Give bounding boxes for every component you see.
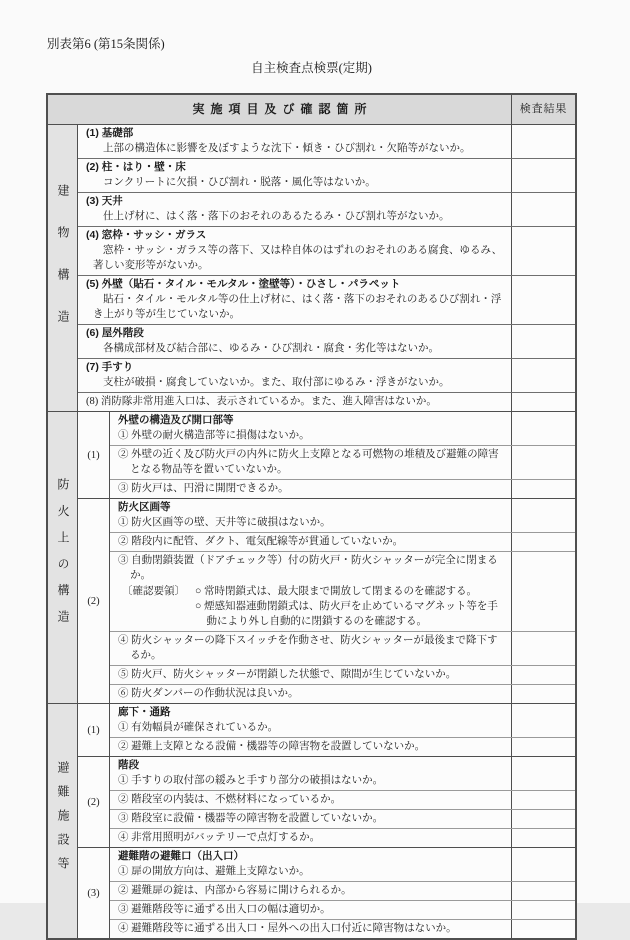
- item-title: (6) 屋外階段: [86, 327, 144, 339]
- confirmation-procedure: [118, 584, 505, 629]
- section-body: [78, 704, 575, 938]
- check-group: [78, 704, 575, 756]
- result-cell: [511, 829, 575, 847]
- check-item-row: [78, 192, 575, 226]
- item-title: (2) 柱・はり・壁・床: [86, 161, 186, 173]
- check-sub-item: ② 階段室の内装は、不燃材料になっているか。: [118, 794, 342, 805]
- result-cell: [511, 446, 575, 479]
- result-cell: [511, 882, 575, 900]
- group-number: (2): [78, 757, 110, 847]
- check-item-row: [110, 704, 575, 737]
- group-number: (1): [78, 704, 110, 756]
- check-item-row: [110, 665, 575, 684]
- item-title: (3) 天井: [86, 195, 123, 207]
- check-sub-item: ② 外壁の近く及び防火戸の内外に防火上支障となる可燃物の堆積及び避難の障害となる物品等を置いていないか。: [118, 449, 499, 475]
- item-description: 窓枠・サッシ・ガラス等の落下、又は枠自体のはずれのおそれのある腐食、ゆるみ、著しい変形等がないか。: [93, 245, 503, 271]
- check-item-row: [110, 445, 575, 479]
- check-item-row: [110, 757, 575, 790]
- result-cell: [511, 533, 575, 551]
- result-cell: [511, 810, 575, 828]
- section-body: [78, 125, 575, 411]
- result-cell: [511, 704, 575, 737]
- item-description: (8) 消防隊非常用進入口は、表示されているか。また、進入障害はないか。: [86, 396, 437, 407]
- check-sub-item: ⑥ 防火ダンパーの作動状況は良いか。: [118, 688, 299, 699]
- confirmation-note: ○ 煙感知器連動閉鎖式は、防火戸を止めているマグネット等を手動により外し自動的に閉鎖するのを確認する。: [195, 601, 498, 627]
- column-header-result: 検査結果: [511, 95, 575, 124]
- check-item-row: [110, 848, 575, 881]
- confirmation-procedure-label: 〔確認要領〕: [122, 586, 185, 597]
- result-cell: [511, 276, 575, 324]
- check-item-row: [110, 684, 575, 703]
- check-group: [78, 847, 575, 938]
- check-item-row: [78, 226, 575, 275]
- check-sub-item: ② 避難上支障となる設備・機器等の障害物を設置していないか。: [118, 741, 426, 752]
- item-description: 支柱が破損・腐食していないか。また、取付部にゆるみ・浮きがないか。: [103, 377, 450, 388]
- group-number: (2): [78, 499, 110, 703]
- section-label-evacuation-facilities: 避難施設等: [48, 704, 78, 938]
- check-item-row: [78, 392, 575, 411]
- check-item-row: [78, 158, 575, 192]
- item-title: (7) 手すり: [86, 361, 134, 373]
- check-item-row: [110, 631, 575, 665]
- check-item-row: [110, 919, 575, 938]
- group-heading: 外壁の構造及び開口部等: [118, 414, 234, 426]
- check-item-row: [110, 532, 575, 551]
- result-cell: [511, 499, 575, 532]
- result-cell: [511, 738, 575, 756]
- section-building-structure: [48, 125, 575, 411]
- result-cell: [511, 393, 575, 411]
- check-sub-item: ② 避難扉の錠は、内部から容易に開けられるか。: [118, 885, 352, 896]
- section-label-building-structure: 建物構造: [48, 125, 78, 411]
- check-item-row: [110, 412, 575, 445]
- item-description: 上部の構造体に影響を及ぼすような沈下・傾き・ひび割れ・欠陥等がないか。: [103, 143, 471, 154]
- check-sub-item: ① 外壁の耐火構造部等に損傷はないか。: [118, 430, 310, 441]
- result-cell: [511, 159, 575, 192]
- section-body: [78, 412, 575, 703]
- result-cell: [511, 193, 575, 226]
- section-evacuation-facilities: [48, 703, 575, 938]
- check-item-row: [110, 790, 575, 809]
- check-item-row: [110, 551, 575, 631]
- check-group: [78, 756, 575, 847]
- result-cell: [511, 552, 575, 631]
- item-title: (5) 外壁（貼石・タイル・モルタル・塗壁等）・ひさし・パラペット: [86, 278, 401, 290]
- result-cell: [511, 632, 575, 665]
- check-sub-item: ④ 避難階段等に通ずる出入口・屋外への出入口付近に障害物はないか。: [118, 923, 457, 934]
- check-sub-item: ⑤ 防火戸、防火シャッターが閉鎖した状態で、隙間が生じていないか。: [118, 669, 457, 680]
- result-cell: [511, 685, 575, 703]
- result-cell: [511, 480, 575, 498]
- check-item-row: [110, 737, 575, 756]
- group-heading: 防火区画等: [118, 501, 171, 513]
- check-sub-item: ① 防火区画等の壁、天井等に破損はないか。: [118, 517, 331, 528]
- group-heading: 避難階の避難口（出入口）: [118, 850, 244, 862]
- check-sub-item: ③ 階段室に設備・機器等の障害物を設置していないか。: [118, 813, 384, 824]
- check-sub-item: ③ 自動閉鎖装置（ドアチェック等）付の防火戸・防火シャッターが完全に閉まるか。: [118, 555, 498, 581]
- result-cell: [511, 412, 575, 445]
- check-item-row: [110, 809, 575, 828]
- result-cell: [511, 359, 575, 392]
- section-label-fire-prevention: 防火上の構造: [48, 412, 78, 703]
- result-cell: [511, 901, 575, 919]
- check-item-row: [78, 275, 575, 324]
- group-number: (3): [78, 848, 110, 938]
- check-item-row: [78, 324, 575, 358]
- item-description: 仕上げ材に、はく落・落下のおそれのあるたるみ・ひび割れ等がないか。: [103, 211, 450, 222]
- result-cell: [511, 757, 575, 790]
- check-sub-item: ① 有効幅員が確保されているか。: [118, 722, 279, 733]
- result-cell: [511, 920, 575, 938]
- check-sub-item: ③ 防火戸は、円滑に開閉できるか。: [118, 483, 289, 494]
- check-sub-item: ① 扉の開放方向は、避難上支障ないか。: [118, 866, 310, 877]
- appendix-reference: 別表第6 (第15条関係): [47, 37, 165, 51]
- result-cell: [511, 325, 575, 358]
- section-fire-prevention-structure: [48, 411, 575, 703]
- check-item-row: [110, 881, 575, 900]
- check-item-row: [78, 358, 575, 392]
- check-item-row: [110, 900, 575, 919]
- check-item-row: [110, 499, 575, 532]
- item-description: コンクリートに欠損・ひび割れ・脱落・風化等はないか。: [103, 177, 376, 188]
- check-group: [78, 412, 575, 498]
- item-description: 各構成部材及び結合部に、ゆるみ・ひび割れ・腐食・劣化等はないか。: [103, 343, 439, 354]
- group-heading: 廊下・通路: [118, 706, 171, 718]
- result-cell: [511, 227, 575, 275]
- check-group: [78, 498, 575, 703]
- column-header-items: 実施項目及び確認箇所: [192, 102, 373, 116]
- result-cell: [511, 666, 575, 684]
- check-sub-item: ② 階段内に配管、ダクト、電気配線等が貫通していないか。: [118, 536, 404, 547]
- check-item-row: [110, 479, 575, 498]
- result-cell: [511, 125, 575, 158]
- check-sub-item: ① 手すりの取付部の緩みと手すり部分の破損はないか。: [118, 775, 384, 786]
- inspection-checklist-table: [46, 93, 577, 940]
- item-title: (1) 基礎部: [86, 127, 134, 139]
- confirmation-note: ○ 常時閉鎖式は、最大限まで開放して閉まるのを確認する。: [195, 586, 477, 597]
- table-header-row: [48, 95, 575, 125]
- document-title: 自主検査点検票(定期): [251, 61, 372, 75]
- group-heading: 階段: [118, 759, 139, 771]
- item-title: (4) 窓枠・サッシ・ガラス: [86, 229, 207, 241]
- check-sub-item: ④ 防火シャッターの降下スイッチを作動させ、防火シャッターが最後まで降下するか。: [118, 635, 498, 661]
- check-sub-item: ③ 避難階段等に通ずる出入口の幅は適切か。: [118, 904, 331, 915]
- check-sub-item: ④ 非常用照明がバッテリーで点灯するか。: [118, 832, 321, 843]
- item-description: 貼石・タイル・モルタル等の仕上げ材に、はく落・落下のおそれのあるひび割れ・浮き上がり等が生じていないか。: [93, 294, 502, 320]
- check-item-row: [78, 125, 575, 158]
- check-item-row: [110, 828, 575, 847]
- result-cell: [511, 791, 575, 809]
- result-cell: [511, 848, 575, 881]
- group-number: (1): [78, 412, 110, 498]
